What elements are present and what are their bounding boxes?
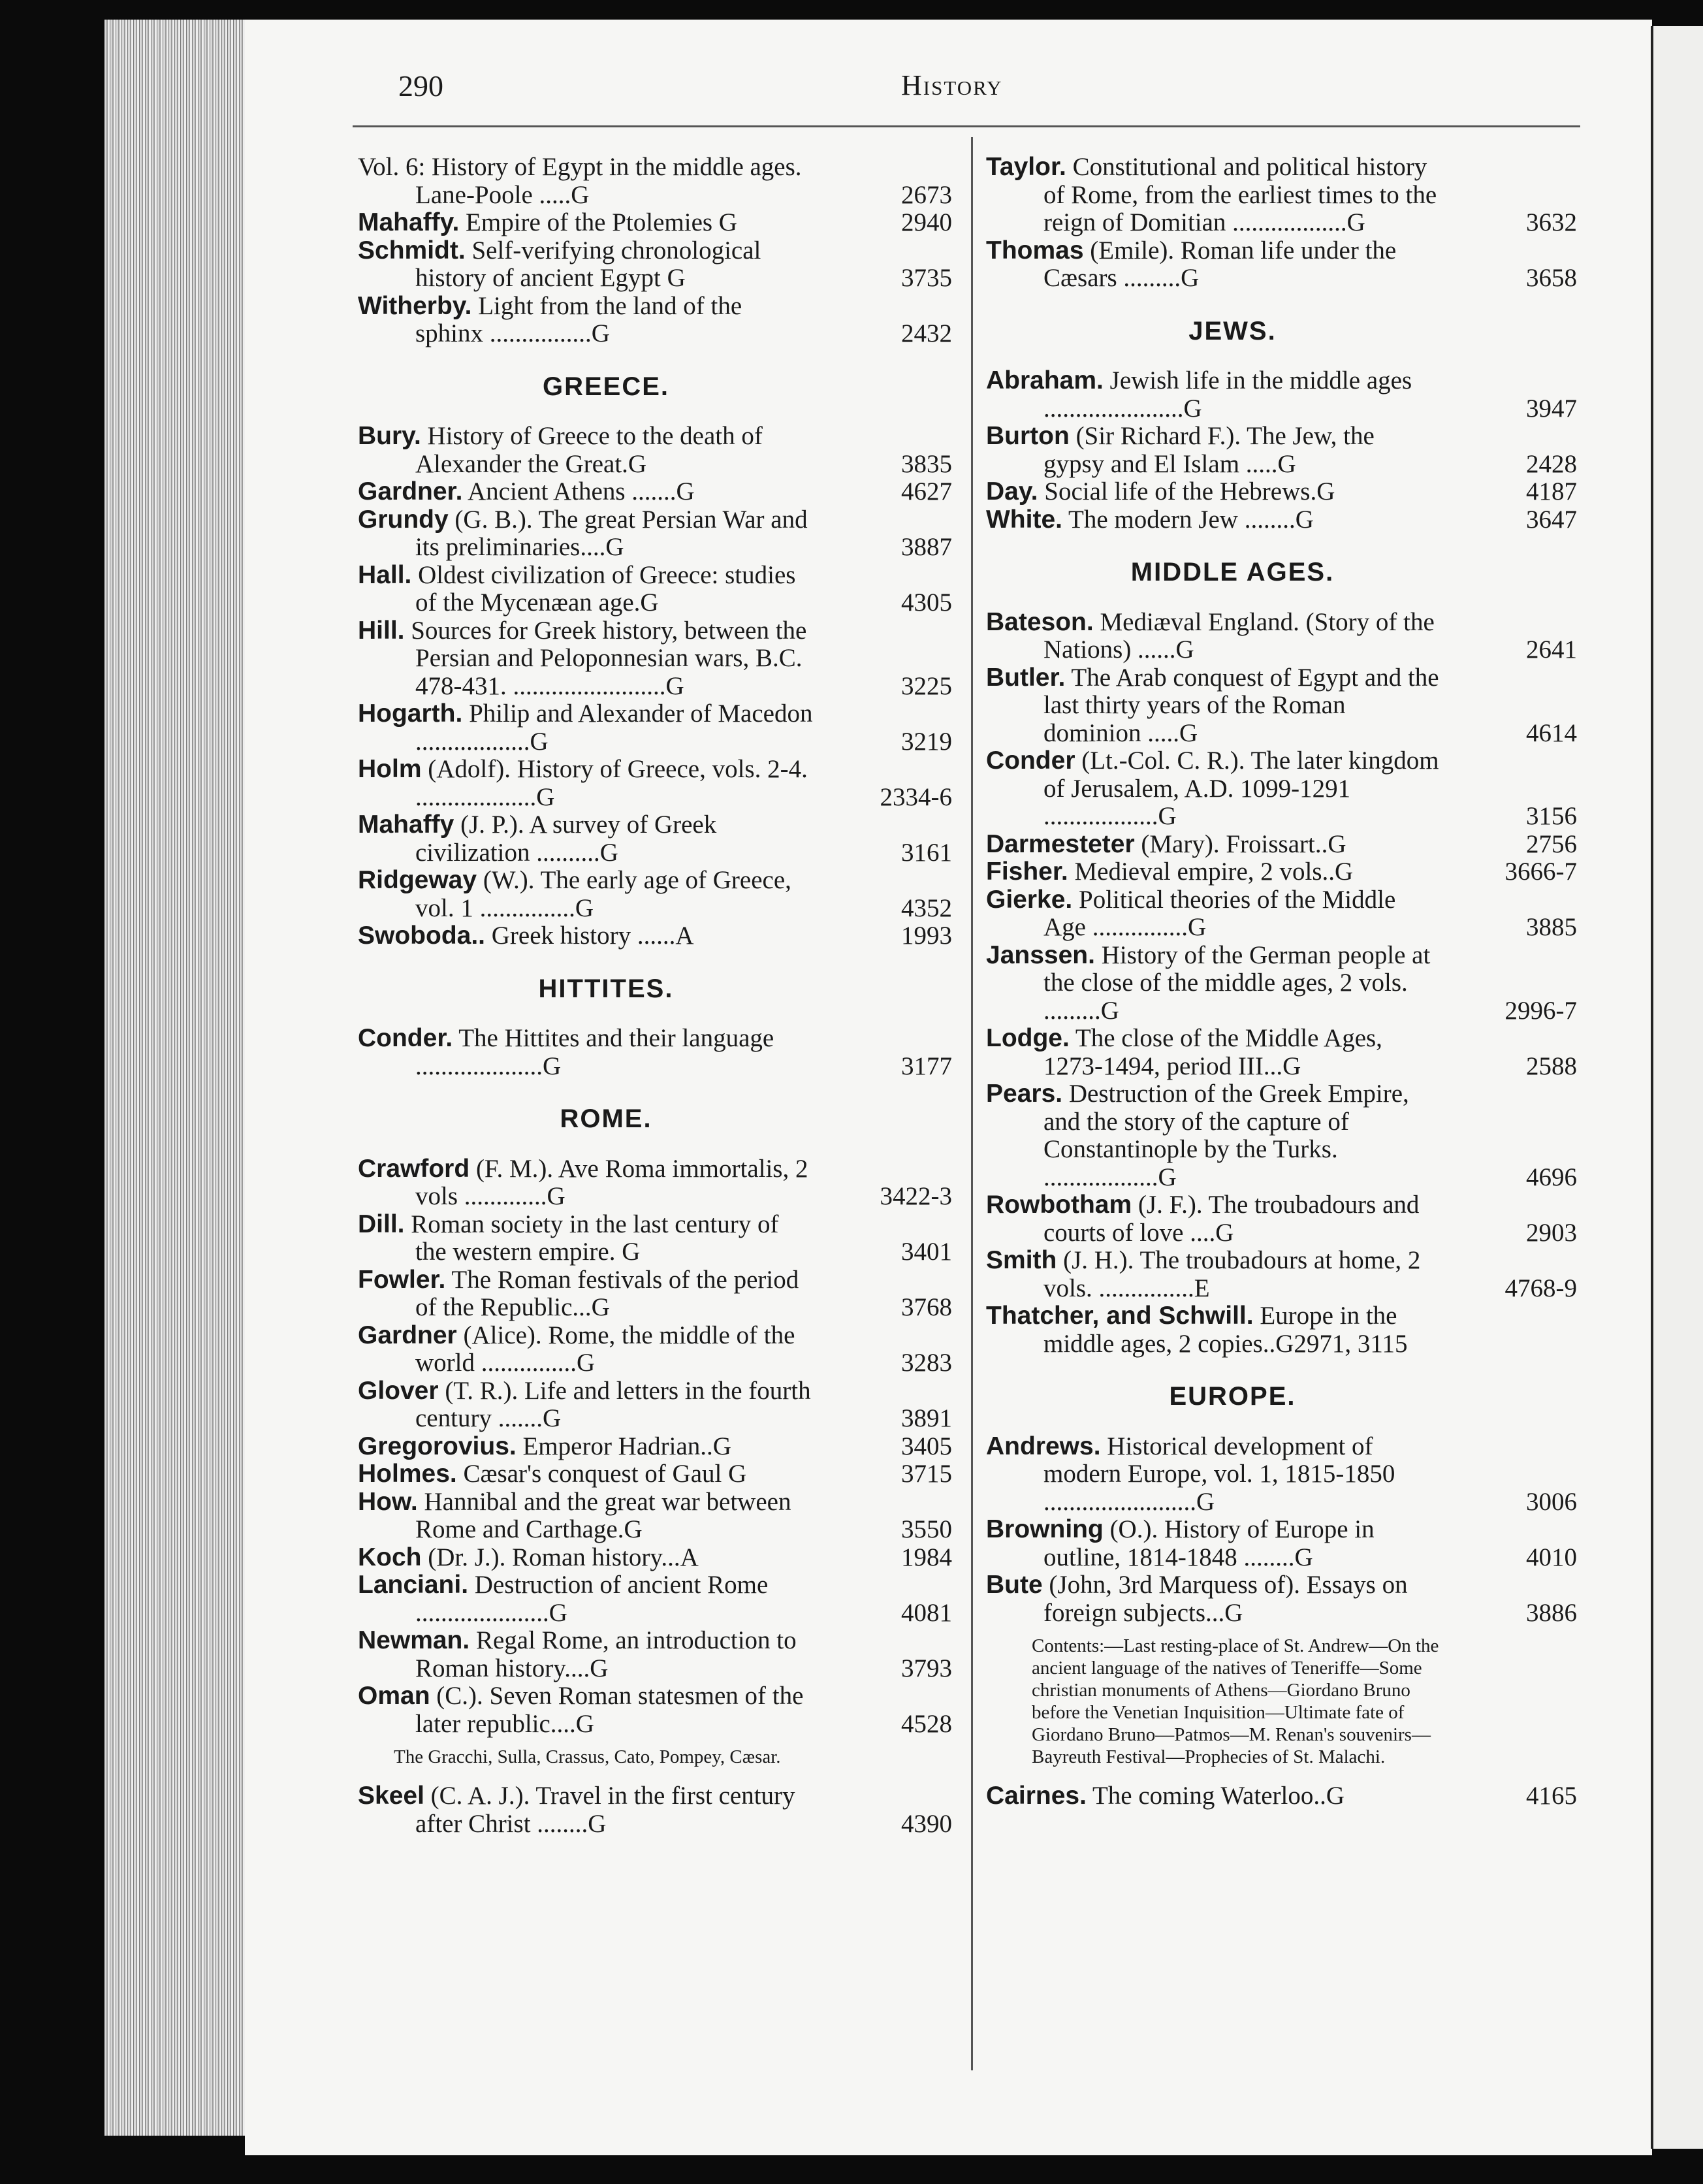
entry-title: Political theories of the Middle Age ...............G: [1043, 885, 1396, 941]
catalog-entry: [358, 1025, 952, 1080]
entry-author: Thomas: [986, 236, 1084, 265]
entry-title: (F. M.). Ave Roma immortalis, 2 vols .............G: [415, 1154, 808, 1210]
catalog-entry: [358, 153, 952, 209]
catalog-entry: [358, 1433, 952, 1461]
entry-text: [986, 1247, 1440, 1302]
catalog-entry: [358, 1211, 952, 1266]
entry-title: Emperor Hadrian..G: [516, 1432, 731, 1460]
entry-title: Self-verifying chronological history of ancient Egypt G: [415, 236, 761, 292]
entry-author: Burton: [986, 422, 1070, 450]
catalog-entry: [986, 478, 1577, 506]
catalog-entry: [358, 423, 952, 478]
entry-title: (Alice). Rome, the middle of the world ...............G: [415, 1321, 795, 1377]
entry-text: [986, 1302, 1440, 1358]
entry-text: [986, 664, 1440, 748]
catalog-entry: [358, 922, 952, 950]
section-heading-middle-ages: MIDDLE AGES.: [1130, 558, 1335, 586]
entry-title: (C. A. J.). Travel in the first century after Christ ........G: [415, 1782, 795, 1838]
entry-text: [358, 811, 815, 867]
entry-text: [358, 1460, 815, 1488]
entry-text: [986, 942, 1440, 1025]
catalog-entry: [986, 1782, 1577, 1810]
header-rule: [353, 125, 1580, 127]
hittites-entries: [358, 1025, 952, 1080]
bute-contents-note: Contents:—Last resting-place of St. Andrew—On the ancient language of the natives of Teneriffe—Some christian monuments of Athens—Giordano Bruno before the Venetian Inquisition—Ultimate fate of Giordano Bruno—Patmos—M. Renan's souvenirs—Bayreuth Festival—Prophecies of St. Malachi.: [1032, 1635, 1439, 1767]
entry-call-number: 3161: [901, 838, 952, 867]
entry-author: Butler.: [986, 663, 1066, 692]
catalog-entry: [358, 1571, 952, 1627]
catalog-entry: [986, 1247, 1577, 1302]
entry-call-number: 3887: [901, 533, 952, 561]
entry-author: Day.: [986, 477, 1038, 506]
entry-text: [358, 1544, 815, 1572]
catalog-entry: [358, 237, 952, 293]
entry-title: Hannibal and the great war between Rome and Carthage.G: [415, 1487, 791, 1543]
entry-title: The coming Waterloo..G: [1086, 1782, 1345, 1810]
entry-text: [358, 922, 815, 950]
entry-text: [358, 153, 815, 209]
entry-title: Destruction of the Greek Empire, and the story of the capture of Constantinople by the Turks. ..................G: [1043, 1080, 1409, 1191]
entry-text: [986, 506, 1440, 534]
entry-title: The Roman festivals of the period of the Republic...G: [415, 1265, 799, 1321]
entry-text: [358, 1433, 815, 1461]
left-column: [358, 153, 952, 1838]
entry-text: [986, 367, 1440, 423]
catalog-entry: [986, 1080, 1577, 1191]
entry-text: [986, 609, 1440, 664]
middle-ages-entries: [986, 609, 1577, 1358]
entry-call-number: 3632: [1526, 208, 1577, 236]
entry-title: Ancient Athens .......G: [462, 477, 695, 506]
entry-author: Cairnes.: [986, 1782, 1087, 1810]
entry-title: (T. R.). Life and letters in the fourth century .......G: [415, 1376, 811, 1432]
catalog-entry: [358, 1460, 952, 1488]
entry-title: Philip and Alexander of Macedon ..................G: [415, 699, 813, 756]
entry-author: Bateson.: [986, 607, 1094, 636]
catalog-entry: [986, 858, 1577, 886]
entry-title: History of the German people at the close of the middle ages, 2 vols. .........G: [1043, 940, 1431, 1025]
entry-title: Oldest civilization of Greece: studies of the Mycenæan age.G: [411, 560, 796, 617]
entry-title: (John, 3rd Marquess of). Essays on foreign subjects...G: [1042, 1571, 1408, 1627]
entry-author: Mahaffy.: [358, 208, 460, 236]
entry-call-number: 3947: [1526, 394, 1577, 423]
entry-call-number: 3885: [1526, 913, 1577, 941]
catalog-entry: [358, 617, 952, 701]
catalog-entry: [358, 756, 952, 811]
catalog-entry: [358, 1322, 952, 1377]
entry-text: [358, 867, 815, 922]
catalog-entry: [358, 1782, 952, 1838]
oman-note: The Gracchi, Sulla, Crassus, Cato, Pompey, Cæsar.: [394, 1746, 781, 1767]
entry-call-number: 2334-6: [880, 782, 952, 811]
entry-call-number: 3006: [1526, 1487, 1577, 1516]
catalog-entry: [986, 367, 1577, 423]
entry-call-number: 4768-9: [1504, 1274, 1577, 1302]
entry-text: [986, 831, 1440, 859]
catalog-entry: [986, 1571, 1577, 1627]
entry-title: Constitutional and political history of Rome, from the earliest times to the reign of Domitian ..................G: [1043, 153, 1437, 236]
entry-call-number: 2428: [1526, 449, 1577, 478]
entry-author: Thatcher, and Schwill.: [986, 1302, 1254, 1330]
entry-call-number: 3156: [1526, 802, 1577, 830]
catalog-entry: [986, 1025, 1577, 1080]
page-title: History: [901, 69, 1003, 101]
entry-author: Crawford: [358, 1154, 470, 1183]
entry-text: [358, 1627, 815, 1682]
entry-text: [986, 1080, 1440, 1191]
entry-author: Oman: [358, 1682, 430, 1710]
catalog-entry: [986, 747, 1577, 831]
entry-text: [358, 1571, 815, 1627]
entry-call-number: 4528: [901, 1709, 952, 1738]
entry-call-number: 1993: [901, 922, 952, 950]
rome-continued-entries: [986, 153, 1577, 293]
entry-call-number: 4165: [1526, 1782, 1577, 1810]
entry-title: (Mary). Froissart..G: [1134, 829, 1346, 858]
entry-title: Historical development of modern Europe, vol. 1, 1815-1850 ........................G: [1043, 1432, 1395, 1516]
entry-author: Hill.: [358, 616, 405, 645]
entry-title: (W.). The early age of Greece, vol. 1 ...............G: [415, 866, 791, 922]
catalog-entry: [986, 506, 1577, 534]
entry-text: [986, 153, 1440, 237]
entry-call-number: 4696: [1526, 1163, 1577, 1191]
entry-text: [358, 506, 815, 562]
entry-call-number: 4081: [901, 1598, 952, 1627]
catalog-entry: [358, 209, 952, 237]
entry-call-number: 2940: [901, 208, 952, 236]
entry-text: [358, 617, 815, 701]
entry-author: Fowler.: [358, 1265, 446, 1294]
europe-entries: [986, 1433, 1577, 1628]
entry-text: [358, 1025, 815, 1080]
entry-author: Rowbotham: [986, 1191, 1132, 1219]
entry-text: [358, 756, 815, 811]
entry-title: Greek history ......A: [485, 922, 694, 950]
entry-title: Medieval empire, 2 vols..G: [1068, 858, 1354, 886]
entry-title: Roman society in the last century of the western empire. G: [404, 1210, 779, 1266]
facing-page-edge: [1651, 26, 1703, 2149]
entry-title: (J. F.). The troubadours and courts of love ....G: [1043, 1191, 1420, 1247]
entry-text: [358, 423, 815, 478]
entry-text: [358, 293, 815, 348]
catalog-entry: [986, 664, 1577, 748]
catalog-entry: [986, 1191, 1577, 1247]
entry-title: Vol. 6: History of Egypt in the middle ages. Lane-Poole .....G: [358, 153, 802, 209]
entry-text: [986, 478, 1440, 506]
entry-call-number: 4305: [901, 588, 952, 617]
entry-title: (C.). Seven Roman statesmen of the later republic....G: [415, 1682, 804, 1738]
entry-call-number: 3225: [901, 671, 952, 700]
entry-title: Regal Rome, an introduction to Roman history....G: [415, 1626, 797, 1682]
entry-call-number: 3550: [901, 1515, 952, 1543]
entry-call-number: 3666-7: [1504, 858, 1577, 886]
europe-last-entry: [986, 1782, 1577, 1810]
entry-call-number: 4390: [901, 1809, 952, 1838]
page-number: 290: [398, 69, 443, 103]
egypt-entries: [358, 153, 952, 348]
entry-text: [358, 478, 815, 506]
entry-author: Gregorovius.: [358, 1432, 517, 1460]
rome-last-entry: [358, 1782, 952, 1838]
entry-title: History of Greece to the death of Alexander the Great.G: [415, 422, 763, 478]
entry-author: Holmes.: [358, 1460, 457, 1488]
entry-author: Lanciani.: [358, 1571, 469, 1599]
catalog-entry: [358, 506, 952, 562]
book-page-edges: [104, 20, 255, 2136]
entry-call-number: 3715: [901, 1460, 952, 1488]
entry-title: Light from the land of the sphinx ................G: [415, 291, 742, 347]
entry-author: Gardner.: [358, 477, 463, 506]
entry-author: Ridgeway: [358, 866, 477, 894]
entry-author: Swoboda..: [358, 922, 485, 950]
entry-title: (G. B.). The great Persian War and its preliminaries....G: [415, 505, 808, 561]
entry-call-number: 3283: [901, 1349, 952, 1377]
entry-call-number: 3177: [901, 1052, 952, 1080]
entry-author: Andrews.: [986, 1432, 1101, 1460]
entry-title: Jewish life in the middle ages ......................G: [1043, 366, 1412, 423]
entry-author: Mahaffy: [358, 811, 454, 839]
entry-title: Europe in the middle ages, 2 copies..G2971, 3115: [1043, 1302, 1408, 1358]
catalog-entry: [358, 478, 952, 506]
entry-call-number: 4627: [901, 477, 952, 506]
entry-call-number: 3647: [1526, 505, 1577, 534]
entry-author: Conder: [986, 747, 1075, 775]
entry-text: [986, 747, 1440, 831]
entry-call-number: 4010: [1526, 1543, 1577, 1571]
entry-author: Janssen.: [986, 940, 1095, 969]
entry-author: Lodge.: [986, 1024, 1070, 1052]
entry-call-number: 3735: [901, 264, 952, 292]
entry-text: [986, 1433, 1440, 1517]
entry-author: Abraham.: [986, 366, 1104, 394]
entry-title: (Dr. J.). Roman history...A: [421, 1543, 699, 1571]
entry-title: (J. P.). A survey of Greek civilization ..........G: [415, 811, 717, 867]
entry-title: The Hittites and their language ....................G: [415, 1024, 774, 1080]
entry-call-number: 4187: [1526, 477, 1577, 506]
entry-text: [986, 1191, 1440, 1247]
entry-author: Hogarth.: [358, 699, 463, 728]
entry-call-number: 4352: [901, 893, 952, 922]
section-heading-hittites: HITTITES.: [538, 974, 674, 1003]
entry-author: Conder.: [358, 1024, 453, 1052]
entry-author: Browning: [986, 1515, 1104, 1543]
entry-author: Fisher.: [986, 858, 1068, 886]
entry-author: Newman.: [358, 1626, 470, 1654]
entry-text: [986, 1571, 1440, 1627]
catalog-entry: [986, 1433, 1577, 1517]
entry-author: Smith: [986, 1246, 1057, 1274]
catalog-entry: [358, 700, 952, 756]
entry-text: [986, 858, 1440, 886]
entry-call-number: 3422-3: [880, 1182, 952, 1210]
entry-call-number: 3405: [901, 1432, 952, 1460]
entry-title: (Sir Richard F.). The Jew, the gypsy and El Islam .....G: [1043, 422, 1375, 478]
entry-title: Mediæval England. (Story of the Nations) ......G: [1043, 607, 1435, 664]
entry-call-number: 3768: [901, 1293, 952, 1321]
entry-title: The modern Jew ........G: [1062, 505, 1314, 534]
catalog-entry: [358, 1627, 952, 1682]
entry-call-number: 3886: [1526, 1598, 1577, 1627]
entry-title: Destruction of ancient Rome .....................G: [415, 1571, 769, 1627]
entry-author: Grundy: [358, 505, 449, 534]
entry-text: [358, 237, 815, 293]
entry-author: Skeel: [358, 1782, 424, 1810]
entry-text: [358, 1155, 815, 1211]
entry-title: The close of the Middle Ages, 1273-1494, period III...G: [1043, 1024, 1382, 1080]
entry-text: [986, 1516, 1440, 1571]
section-heading-jews: JEWS.: [1188, 316, 1277, 345]
entry-call-number: 4614: [1526, 718, 1577, 747]
catalog-entry: [358, 1377, 952, 1433]
entry-author: Taylor.: [986, 153, 1066, 181]
entry-call-number: 3793: [901, 1654, 952, 1682]
entry-text: [986, 237, 1440, 293]
catalog-entry: [358, 562, 952, 617]
entry-text: [358, 1322, 815, 1377]
catalog-entry: [986, 153, 1577, 237]
entry-title: (Adolf). History of Greece, vols. 2-4. ...................G: [415, 755, 808, 811]
entry-text: [986, 886, 1440, 942]
entry-author: Glover: [358, 1376, 439, 1405]
entry-call-number: 2903: [1526, 1218, 1577, 1247]
entry-text: [358, 1682, 815, 1738]
entry-author: Hall.: [358, 560, 412, 589]
entry-call-number: 2996-7: [1504, 996, 1577, 1025]
catalog-entry: [986, 942, 1577, 1025]
catalog-entry: [358, 811, 952, 867]
catalog-entry: [986, 886, 1577, 942]
entry-author: Darmesteter: [986, 829, 1135, 858]
catalog-entry: [986, 609, 1577, 664]
entry-text: [358, 1782, 815, 1838]
entry-text: [358, 1488, 815, 1544]
entry-author: Gardner: [358, 1321, 457, 1349]
entry-title: The Arab conquest of Egypt and the last thirty years of the Roman dominion .....G: [1043, 663, 1439, 747]
entry-text: [358, 1211, 815, 1266]
entry-call-number: 2641: [1526, 635, 1577, 664]
catalog-entry: [358, 1155, 952, 1211]
entry-author: Bute: [986, 1571, 1043, 1599]
entry-author: How.: [358, 1487, 418, 1516]
entry-author: White.: [986, 505, 1062, 534]
catalog-entry: [986, 423, 1577, 478]
catalog-entry: [986, 237, 1577, 293]
catalog-entry: [358, 1544, 952, 1572]
entry-text: [358, 700, 815, 756]
entry-call-number: 3401: [901, 1238, 952, 1266]
entry-call-number: 2588: [1526, 1052, 1577, 1080]
rome-entries: [358, 1155, 952, 1739]
catalog-entry: [358, 1682, 952, 1738]
entry-call-number: 2432: [901, 319, 952, 347]
entry-author: Gierke.: [986, 885, 1073, 914]
catalog-entry: [358, 1266, 952, 1322]
entry-author: Pears.: [986, 1080, 1063, 1108]
entry-call-number: 3835: [901, 449, 952, 478]
entry-text: [986, 423, 1440, 478]
entry-call-number: 3891: [901, 1404, 952, 1432]
entry-title: (Lt.-Col. C. R.). The later kingdom of Jerusalem, A.D. 1099-1291 ..................G: [1043, 747, 1439, 830]
entry-author: Witherby.: [358, 291, 472, 320]
catalog-entry: [358, 293, 952, 348]
section-heading-europe: EUROPE.: [1169, 1382, 1296, 1411]
entry-title: (J. H.). The troubadours at home, 2 vols. ...............E: [1043, 1246, 1421, 1302]
greece-entries: [358, 423, 952, 950]
entry-text: [986, 1025, 1440, 1080]
entry-author: Koch: [358, 1543, 422, 1571]
entry-text: [358, 1377, 815, 1433]
catalog-entry: [986, 1302, 1577, 1358]
entry-call-number: 1984: [901, 1543, 952, 1571]
catalog-entry: [986, 1516, 1577, 1571]
catalog-entry: [358, 1488, 952, 1544]
column-divider: [971, 137, 973, 2070]
entry-title: (O.). History of Europe in outline, 1814-1848 ........G: [1043, 1515, 1375, 1571]
entry-call-number: 3658: [1526, 264, 1577, 292]
section-heading-rome: ROME.: [560, 1104, 652, 1133]
entry-title: Empire of the Ptolemies G: [459, 208, 737, 236]
entry-title: Sources for Greek history, between the Persian and Peloponnesian wars, B.C. 478-431. ........................G: [404, 616, 807, 700]
entry-text: [358, 209, 815, 237]
entry-text: [358, 1266, 815, 1322]
right-column: [986, 153, 1577, 1810]
catalog-entry: [986, 831, 1577, 859]
section-heading-greece: GREECE.: [542, 372, 670, 401]
entry-author: Bury.: [358, 422, 421, 450]
entry-call-number: 2756: [1526, 829, 1577, 858]
entry-text: [986, 1782, 1440, 1810]
entry-title: Social life of the Hebrews.G: [1038, 477, 1335, 506]
entry-title: Cæsar's conquest of Gaul G: [456, 1460, 747, 1488]
entry-call-number: 2673: [901, 180, 952, 209]
jews-entries: [986, 367, 1577, 534]
entry-author: Schmidt.: [358, 236, 466, 265]
entry-title: (Emile). Roman life under the Cæsars .........G: [1043, 236, 1397, 292]
entry-author: Dill.: [358, 1210, 405, 1238]
entry-text: [358, 562, 815, 617]
catalog-entry: [358, 867, 952, 922]
entry-author: Holm: [358, 755, 422, 783]
entry-call-number: 3219: [901, 727, 952, 756]
